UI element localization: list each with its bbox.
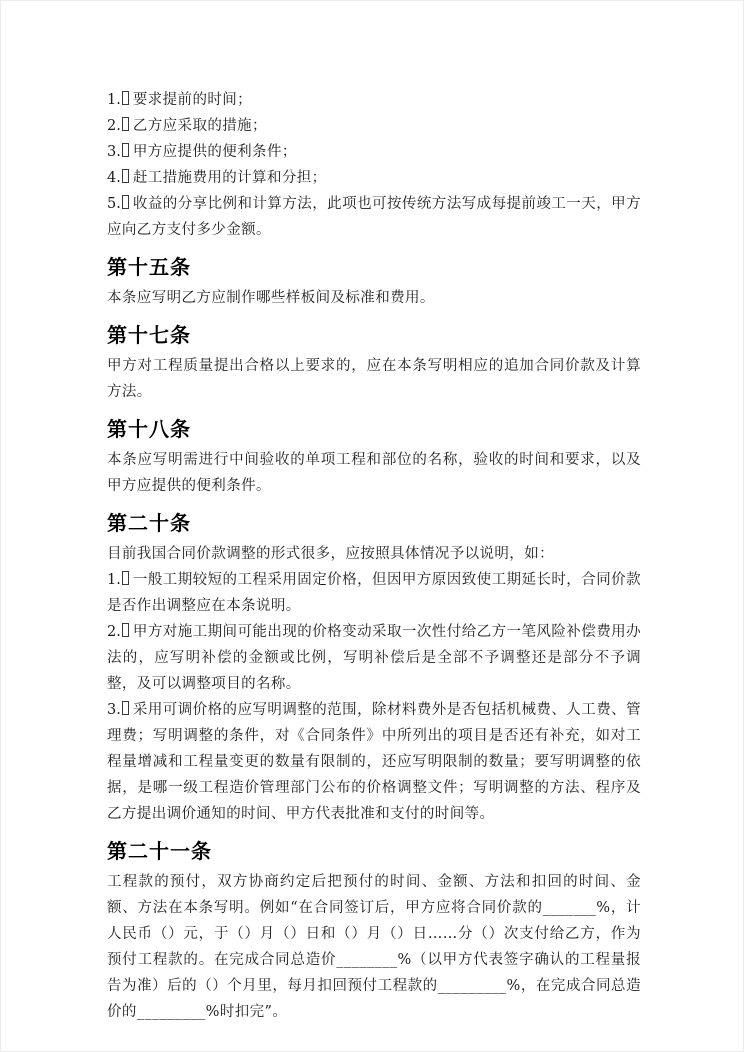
intro-list-item <box>107 113 641 139</box>
section-paragraph <box>107 447 641 499</box>
intro-list-item <box>107 87 641 113</box>
section-paragraph <box>107 541 641 567</box>
paragraph-text: 甲方对施工期间可能出现的价格变动采取一次性付给乙方一笔风险补偿费用办法的，应写明补偿的金额或比例，写明补偿后是全部不予调整还是部分不予调整，及可以调整项目的名称。 <box>107 624 641 692</box>
list-number: 1. <box>107 572 121 588</box>
list-number: 2. <box>107 118 121 134</box>
section-paragraph <box>107 869 641 1025</box>
paragraph-text: 要求提前的时间； <box>132 92 253 108</box>
paragraph-text: 甲方对工程质量提出合格以上要求的，应在本条写明相应的追加合同价款及计算方法。 <box>107 358 641 400</box>
section-paragraph <box>107 697 641 827</box>
missing-glyph-box-icon <box>122 117 129 131</box>
list-number: 4. <box>107 170 121 186</box>
section-paragraph <box>107 567 641 619</box>
missing-glyph-box-icon <box>122 195 129 209</box>
paragraph-text: 乙方应采取的措施； <box>132 118 267 134</box>
list-number: 5. <box>107 196 121 212</box>
intro-list <box>107 87 641 243</box>
document-content <box>107 87 641 1025</box>
list-number: 3. <box>107 702 121 718</box>
list-number: 2. <box>107 624 121 640</box>
section-paragraph <box>107 619 641 697</box>
intro-list-item <box>107 139 641 165</box>
missing-glyph-box-icon <box>122 169 129 183</box>
list-number: 3. <box>107 144 121 160</box>
section-paragraph <box>107 285 641 311</box>
paragraph-text: 一般工期较短的工程采用固定价格，但因甲方原因致使工期延长时，合同价款是否作出调整应在本条说明。 <box>107 572 641 614</box>
missing-glyph-box-icon <box>122 571 129 585</box>
section-heading: 第十七条 <box>107 323 191 347</box>
intro-list-item <box>107 191 641 243</box>
paragraph-text: 甲方应提供的便利条件； <box>132 144 297 160</box>
paragraph-text: 本条应写明乙方应制作哪些样板间及标准和费用。 <box>107 290 435 306</box>
section-heading: 第十八条 <box>107 417 191 441</box>
section-heading: 第十五条 <box>107 255 191 279</box>
paragraph-text: 赶工措施费用的计算和分担； <box>132 170 327 186</box>
paragraph-text: 工程款的预付，双方协商约定后把预付的时间、金额、方法和扣回的时间、金额、方法在本条写明。例如“在合同签订后，甲方应将合同价款的_______%，计人民币（）元，于（）月（）日和（）月（）日……分（）次支付给乙方，作为预付工程款的。在完成合同总造价________%（以甲方代表签字确认的工程量报告为准）后的（）个月里，每月扣回预付工程款的_________%，在完成合同总造价的_________%时扣完”。 <box>107 874 641 1020</box>
paragraph-text: 目前我国合同价款调整的形式很多，应按照具体情况予以说明，如： <box>107 546 554 562</box>
section-paragraph <box>107 353 641 405</box>
paragraph-text: 收益的分享比例和计算方法，此项也可按传统方法写成每提前竣工一天，甲方应向乙方支付多少金额。 <box>107 196 641 238</box>
missing-glyph-box-icon <box>122 91 129 105</box>
section-heading: 第二十一条 <box>107 839 212 863</box>
list-number: 1. <box>107 92 121 108</box>
missing-glyph-box-icon <box>122 623 129 637</box>
missing-glyph-box-icon <box>122 143 129 157</box>
intro-list-item <box>107 165 641 191</box>
paragraph-text: 本条应写明需进行中间验收的单项工程和部位的名称，验收的时间和要求，以及甲方应提供的便利条件。 <box>107 452 641 494</box>
sections-container <box>107 252 641 1025</box>
missing-glyph-box-icon <box>122 701 129 715</box>
paragraph-text: 采用可调价格的应写明调整的范围，除材料费外是否包括机械费、人工费、管理费；写明调整的条件，对《合同条件》中所列出的项目是否还有补充，如对工程量增减和工程量变更的数量有限制的，还应写明限制的数量；要写明调整的依据，是哪一级工程造价管理部门公布的价格调整文件；写明调整的方法、程序及乙方提出调价通知的时间、甲方代表批准和支付的时间等。 <box>107 702 641 822</box>
section-heading: 第二十条 <box>107 511 191 535</box>
